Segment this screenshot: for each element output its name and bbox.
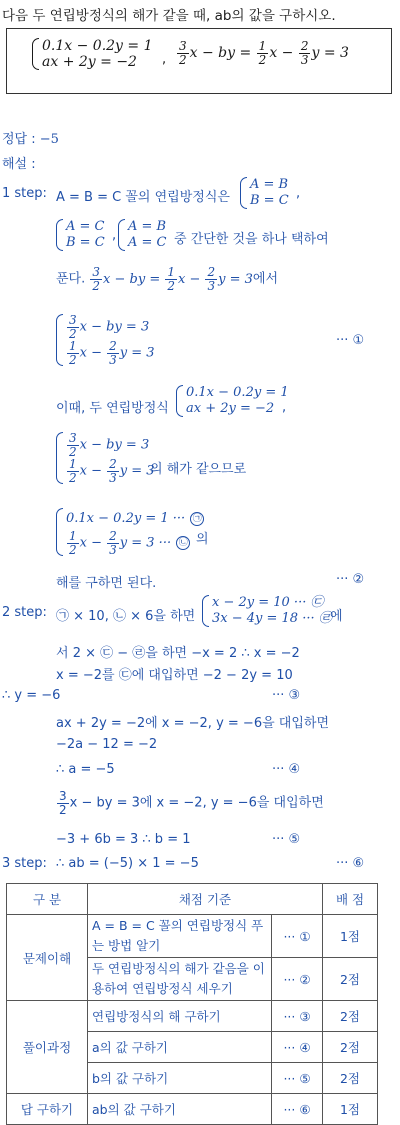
mark-cell: ··· ②	[272, 958, 323, 1001]
answer-value: −5	[39, 132, 59, 147]
step2-line9: −3 + 6b = 3 ∴ b = 1	[56, 832, 191, 847]
criteria-cell: 연립방정식의 해 구하기	[88, 1001, 272, 1032]
step2-line3: x = −2를 ㉢에 대입하면 −2 − 2y = 10	[56, 668, 293, 683]
step1-system-1: $\frac{3}{2}$ x − by = 3 $\frac{1}{2}$ x − $\frac{2}{3}$ y = 3	[56, 314, 155, 366]
score-cell: 2점	[323, 1032, 378, 1063]
step1-system-3: 0.1x − 0.2y = 1 ··· ㉠ $\frac{1}{2}$ x − $\frac{2}{3}$ y = 3 ··· ㉡	[56, 508, 204, 556]
step2-line7: ∴ a = −5	[56, 762, 115, 777]
mark-cell: ··· ⑤	[272, 1063, 323, 1094]
step1-text5: 의 해가 같으므로	[150, 462, 247, 477]
scoring-table	[6, 883, 378, 1125]
step2-line2: 서 2 × ㉢ − ㉣을 하면 −x = 2 ∴ x = −2	[56, 646, 300, 661]
criteria-cell: a의 값 구하기	[88, 1032, 272, 1063]
step2-line4: ∴ y = −6	[2, 688, 61, 703]
score-cell: 2점	[323, 1001, 378, 1032]
criteria-cell: ab의 값 구하기	[88, 1094, 272, 1125]
criteria-cell: A = B = C 꼴의 연립방정식 푸는 방법 알기	[88, 915, 272, 958]
step2-line6: −2a − 12 = −2	[56, 737, 158, 752]
step1-label: 1 step:	[2, 186, 47, 201]
mark-cell: ··· ①	[272, 915, 323, 958]
mark-cell: ··· ③	[272, 1001, 323, 1032]
step1-sys-orig: 0.1x − 0.2y = 1 ax + 2y = −2	[176, 385, 289, 417]
group-name: 답 구하기	[7, 1094, 88, 1125]
step1-system-2: $\frac{3}{2}$ x − by = 3 $\frac{1}{2}$ x − $\frac{2}{3}$ y = 3	[56, 432, 155, 484]
step1-text6: 의	[196, 532, 209, 547]
sys1-row1: 0.1x − 0.2y = 1	[42, 38, 153, 54]
mark-cell: ··· ④	[272, 1032, 323, 1063]
score-cell: 2점	[323, 1063, 378, 1094]
step1-text4: 이때, 두 연립방정식	[56, 401, 169, 416]
step2-text1: ㉠ × 10, ㉡ × 6을 하면	[56, 609, 196, 624]
table-row	[7, 1094, 378, 1125]
step2-label: 2 step:	[2, 605, 47, 620]
table-row	[7, 1001, 378, 1032]
step2-text1b: 에	[330, 609, 343, 624]
step1-sysB: A = C B = C	[56, 219, 105, 251]
criteria-cell: b의 값 구하기	[88, 1063, 272, 1094]
table-row	[7, 915, 378, 958]
step1-text1: A = B = C 꼴의 연립방정식은	[56, 190, 230, 205]
sys1-row2: ax + 2y = −2	[42, 54, 137, 70]
mark-3: ··· ③	[272, 688, 301, 703]
step1-sysA: A = B B = C	[240, 177, 289, 209]
problem-comma: ,	[162, 52, 167, 67]
step1-text2: 중 간단한 것을 하나 택하여	[174, 232, 329, 247]
score-cell: 1점	[323, 915, 378, 958]
step3-label: 3 step:	[2, 856, 47, 871]
header-category: 구 분	[7, 884, 88, 915]
criteria-cell: 두 연립방정식의 해가 같음을 이용하여 연립방정식 세우기	[88, 958, 272, 1001]
mark-cell: ··· ⑥	[272, 1094, 323, 1125]
explain-label: 해설 :	[2, 157, 36, 172]
question-text: 다음 두 연립방정식의 해가 같을 때, ab의 값을 구하시오.	[2, 8, 336, 24]
frac-3-2: $\frac{3}{2}$	[179, 39, 187, 67]
answer-line	[2, 128, 59, 147]
step2-line8: $\frac{3}{2}$ x − by = 3에 x = −2, y = −6을 대입하면	[59, 789, 324, 817]
frac-1-2: $\frac{1}{2}$	[258, 39, 267, 67]
score-cell: 1점	[323, 1094, 378, 1125]
step2-sysD: x − 2y = 10 ··· ㉢ 3x − 4y = 18 ··· ㉣	[202, 595, 332, 627]
group-name: 문제이해	[7, 915, 88, 1001]
group-name: 풀이과정	[7, 1001, 88, 1094]
mark-4: ··· ④	[272, 762, 301, 777]
frac-2-3: $\frac{2}{3}$	[300, 39, 309, 67]
mark-6: ··· ⑥	[336, 856, 365, 871]
problem-system-1	[32, 38, 153, 70]
step1-text7: 해를 구하면 된다.	[56, 576, 157, 591]
mark-2: ··· ②	[336, 572, 365, 587]
answer-label: 정답 :	[2, 132, 36, 147]
step1-sysC: A = B A = C	[118, 219, 167, 251]
step1-equation-line: 푼다. $\frac{3}{2}$ x − by = $\frac{1}{2}$ x − $\frac{2}{3}$ y = 3에서	[56, 265, 279, 293]
mark-5: ··· ⑤	[272, 832, 301, 847]
score-cell: 2점	[323, 958, 378, 1001]
step3-text: ∴ ab = (−5) × 1 = −5	[56, 856, 199, 871]
table-header-row	[7, 884, 378, 915]
header-criteria: 채점 기준	[88, 884, 323, 915]
problem-equation-2: $\frac{3}{2}$ x − by = $\frac{1}{2}$ x − $\frac{2}{3}$ y = 3	[179, 39, 349, 67]
mark-1: ··· ①	[336, 333, 365, 348]
header-score: 배 점	[323, 884, 378, 915]
step2-line5: ax + 2y = −2에 x = −2, y = −6을 대입하면	[56, 716, 330, 731]
